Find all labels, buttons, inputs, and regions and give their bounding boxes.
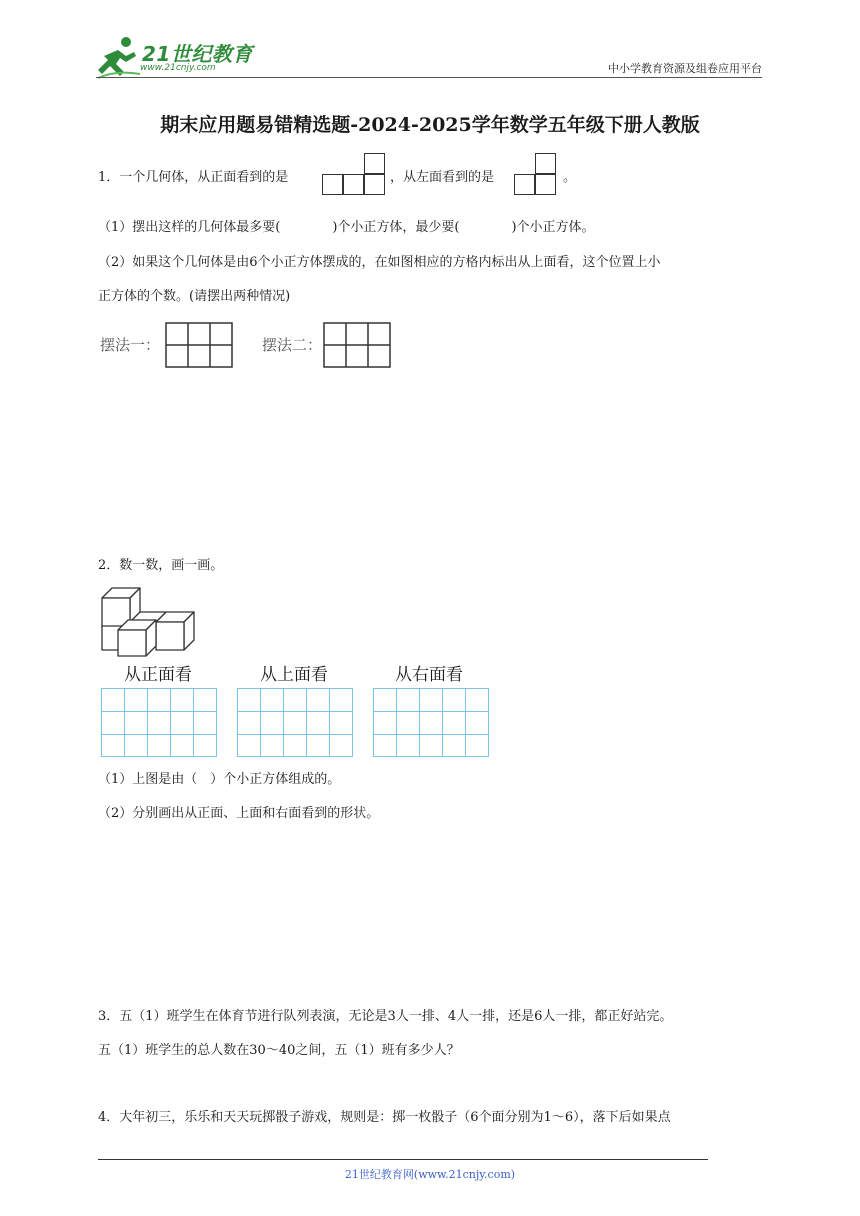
q1-stem-b: ，从左面看到的是 <box>390 170 495 185</box>
q1-stem-c: 。 <box>563 170 577 185</box>
q1-left-view-figure <box>514 152 560 198</box>
front-view-grid <box>101 688 217 757</box>
q1-part2-line2: 正方体的个数。(请摆出两种情况) <box>98 289 291 304</box>
q2-cube-figure <box>100 586 196 658</box>
q1-stem-a: 1．一个几何体，从正面看到的是 <box>98 170 289 185</box>
platform-tagline: 中小学教育资源及组卷应用平台 <box>608 62 762 75</box>
q2-part2: （2）分别画出从正面、上面和右面看到的形状。 <box>98 806 380 821</box>
logo-url: www.21cnjy.com <box>140 63 216 73</box>
top-view-grid <box>237 688 353 757</box>
view-right-label: 从右面看 <box>395 665 463 685</box>
footer-link[interactable]: 21世纪教育网(www.21cnjy.com) <box>344 1168 516 1181</box>
logo-text: 21世纪教育 <box>142 42 253 66</box>
q1-front-view-figure <box>322 152 388 198</box>
q3-line1: 3．五（1）班学生在体育节进行队列表演，无论是3人一排、4人一排，还是6人一排，都正好站完。 <box>98 1009 673 1024</box>
q1-part1: （1）摆出这样的几何体最多要( )个小正方体，最少要( )个小正方体。 <box>98 220 595 235</box>
header-divider <box>96 77 762 78</box>
q2-part1: （1）上图是由（ ）个小正方体组成的。 <box>98 772 341 787</box>
method2-grid <box>323 322 391 368</box>
q3-line2: 五（1）班学生的总人数在30～40之间，五（1）班有多少人？ <box>98 1043 460 1058</box>
view-top-label: 从上面看 <box>260 665 328 685</box>
method1-grid <box>165 322 233 368</box>
q2-stem: 2．数一数，画一画。 <box>98 558 224 573</box>
right-view-grid <box>373 688 489 757</box>
footer-divider <box>98 1159 708 1160</box>
view-front-label: 从正面看 <box>124 665 192 685</box>
q1-part2-line1: （2）如果这个几何体是由6个小正方体摆成的，在如图相应的方格内标出从上面看，这个位置上小 <box>98 255 661 270</box>
q4-line1: 4．大年初三，乐乐和天天玩掷骰子游戏，规则是：掷一枚骰子（6个面分别为1～6），落下后如果点 <box>98 1110 671 1125</box>
page-title: 期末应用题易错精选题-2024-2025学年数学五年级下册人教版 <box>160 114 700 136</box>
logo-runner-icon <box>96 34 142 80</box>
method2-label: 摆法二： <box>262 336 323 354</box>
method1-label: 摆法一： <box>100 336 161 354</box>
